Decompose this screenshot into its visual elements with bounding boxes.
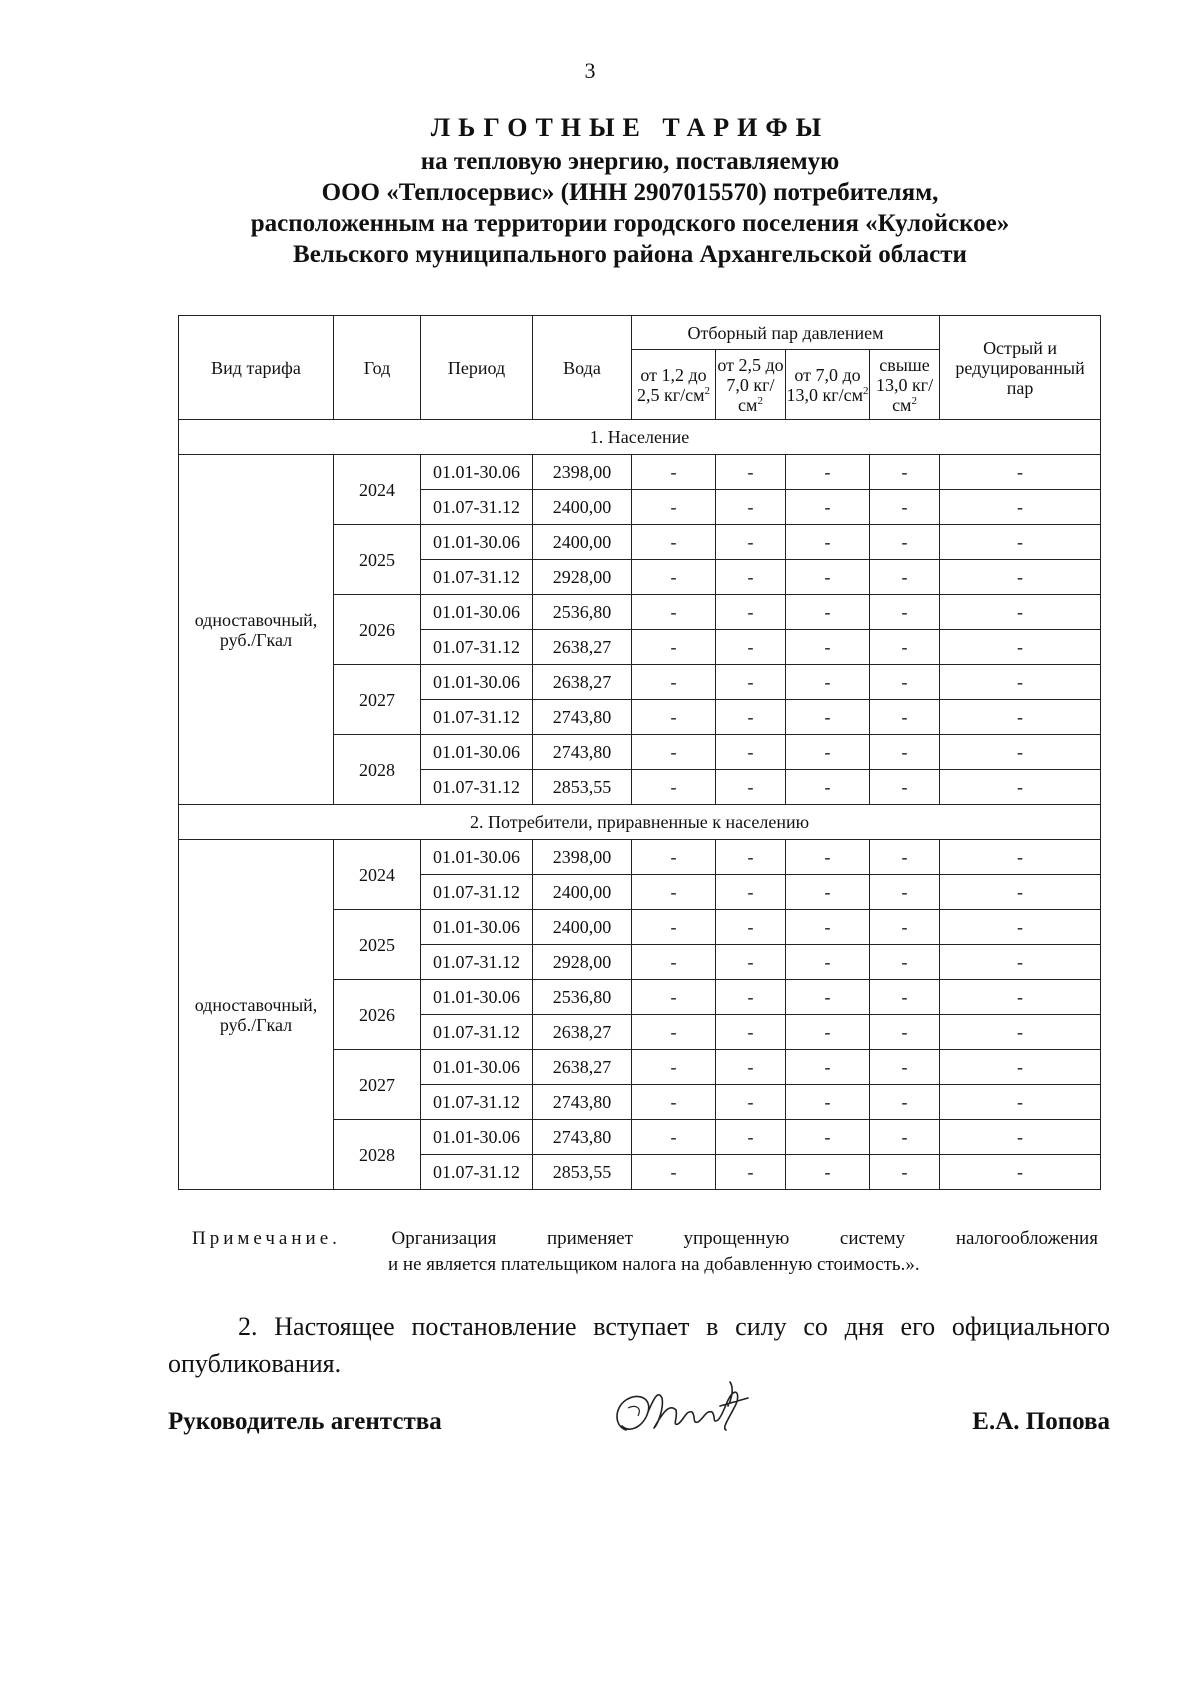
empty-dash-cell: - [716,945,786,980]
empty-dash-cell: - [870,595,940,630]
empty-dash-cell: - [940,1050,1101,1085]
empty-dash-cell: - [716,560,786,595]
empty-dash-cell: - [870,630,940,665]
empty-dash-cell: - [632,910,716,945]
table-row [179,455,1101,490]
empty-dash-cell: - [870,455,940,490]
empty-dash-cell: - [940,525,1101,560]
year-cell: 2027 [334,665,421,735]
tariff-type-cell: одноставочный, руб./Гкал [179,455,334,805]
tariff-type-cell: одноставочный, руб./Гкал [179,840,334,1190]
empty-dash-cell: - [632,945,716,980]
empty-dash-cell: - [786,910,870,945]
empty-dash-cell: - [786,1120,870,1155]
empty-dash-cell: - [786,1155,870,1190]
note-word: налогообложения [955,1228,1098,1249]
empty-dash-cell: - [716,840,786,875]
empty-dash-cell: - [786,525,870,560]
water-value-cell: 2400,00 [533,525,632,560]
empty-dash-cell: - [632,770,716,805]
document-title: ЛЬГОТНЫЕ ТАРИФЫ [430,113,830,142]
period-cell: 01.01-30.06 [421,840,533,875]
empty-dash-cell: - [940,1015,1101,1050]
water-value-cell: 2400,00 [533,875,632,910]
empty-dash-cell: - [632,700,716,735]
empty-dash-cell: - [786,875,870,910]
empty-dash-cell: - [940,490,1101,525]
empty-dash-cell: - [716,1015,786,1050]
water-value-cell: 2928,00 [533,945,632,980]
period-cell: 01.07-31.12 [421,560,533,595]
period-cell: 01.07-31.12 [421,700,533,735]
empty-dash-cell: - [940,630,1101,665]
water-value-cell: 2853,55 [533,1155,632,1190]
water-value-cell: 2743,80 [533,700,632,735]
empty-dash-cell: - [940,700,1101,735]
empty-dash-cell: - [940,875,1101,910]
empty-dash-cell: - [870,840,940,875]
empty-dash-cell: - [716,1050,786,1085]
water-value-cell: 2638,27 [533,1015,632,1050]
period-cell: 01.01-30.06 [421,525,533,560]
page-number: 3 [584,58,596,83]
empty-dash-cell: - [870,1015,940,1050]
period-cell: 01.01-30.06 [421,1120,533,1155]
empty-dash-cell: - [870,980,940,1015]
year-cell: 2026 [334,980,421,1050]
empty-dash-cell: - [786,1085,870,1120]
empty-dash-cell: - [716,1120,786,1155]
empty-dash-cell: - [940,980,1101,1015]
water-value-cell: 2638,27 [533,630,632,665]
header-water: Вода [533,316,632,420]
period-cell: 01.01-30.06 [421,735,533,770]
empty-dash-cell: - [632,560,716,595]
empty-dash-cell: - [940,910,1101,945]
empty-dash-cell: - [786,560,870,595]
empty-dash-cell: - [940,735,1101,770]
paragraph-2: 2. Настоящее постановление вступает в силу со дня его официального опубликования. [168,1312,1110,1378]
empty-dash-cell: - [870,525,940,560]
table-row [179,840,1101,875]
empty-dash-cell: - [716,455,786,490]
year-cell: 2028 [334,1120,421,1190]
header-steam-group: Отборный пар давлением [632,316,940,350]
signatory-position: Руководитель агентства [168,1408,442,1435]
empty-dash-cell: - [940,560,1101,595]
empty-dash-cell: - [786,630,870,665]
water-value-cell: 2398,00 [533,455,632,490]
note-word: применяет [546,1228,633,1249]
header-pressure-4: свыше 13,0 $кг/см^2$ [870,350,940,420]
empty-dash-cell: - [870,875,940,910]
empty-dash-cell: - [716,595,786,630]
empty-dash-cell: - [870,1120,940,1155]
period-cell: 01.07-31.12 [421,1085,533,1120]
signatory-name: Е.А. Попова [972,1408,1110,1435]
note-word: Организация [391,1228,497,1249]
empty-dash-cell: - [786,455,870,490]
header-pressure-2: от 2,5 до 7,0 $кг/см^2$ [716,350,786,420]
period-cell: 01.01-30.06 [421,980,533,1015]
empty-dash-cell: - [940,1085,1101,1120]
header-period: Период [421,316,533,420]
empty-dash-cell: - [786,665,870,700]
empty-dash-cell: - [940,770,1101,805]
header-tariff-type: Вид тарифа [179,316,334,420]
empty-dash-cell: - [716,1155,786,1190]
empty-dash-cell: - [870,1085,940,1120]
empty-dash-cell: - [716,770,786,805]
empty-dash-cell: - [716,490,786,525]
empty-dash-cell: - [716,525,786,560]
empty-dash-cell: - [870,945,940,980]
year-cell: 2025 [334,910,421,980]
empty-dash-cell: - [940,595,1101,630]
handwritten-signature [608,1368,758,1453]
empty-dash-cell: - [870,490,940,525]
header-sharp-steam: Острый и редуцированный пар [940,316,1101,420]
section-header-row [179,805,1101,840]
period-cell: 01.07-31.12 [421,1015,533,1050]
empty-dash-cell: - [632,490,716,525]
empty-dash-cell: - [716,700,786,735]
empty-dash-cell: - [786,840,870,875]
empty-dash-cell: - [786,980,870,1015]
year-cell: 2028 [334,735,421,805]
empty-dash-cell: - [632,630,716,665]
empty-dash-cell: - [632,840,716,875]
period-cell: 01.07-31.12 [421,875,533,910]
note [192,1226,1098,1278]
empty-dash-cell: - [632,525,716,560]
period-cell: 01.07-31.12 [421,770,533,805]
year-cell: 2026 [334,595,421,665]
water-value-cell: 2853,55 [533,770,632,805]
header-pressure-1: от 1,2 до 2,5 $кг/см^2$ [632,350,716,420]
empty-dash-cell: - [940,1155,1101,1190]
note-label: Примечание. [192,1228,341,1249]
water-value-cell: 2400,00 [533,490,632,525]
note-line-2: и не является плательщиком налога на добавленную стоимость.». [388,1254,920,1275]
empty-dash-cell: - [716,875,786,910]
water-value-cell: 2638,27 [533,665,632,700]
section-header-row [179,420,1101,455]
empty-dash-cell: - [716,735,786,770]
empty-dash-cell: - [632,1050,716,1085]
title-line-2: на тепловую энергию, поставляемую [420,148,840,175]
empty-dash-cell: - [786,595,870,630]
empty-dash-cell: - [786,700,870,735]
empty-dash-cell: - [940,665,1101,700]
empty-dash-cell: - [870,1050,940,1085]
period-cell: 01.01-30.06 [421,1050,533,1085]
empty-dash-cell: - [716,1085,786,1120]
empty-dash-cell: - [940,945,1101,980]
empty-dash-cell: - [786,735,870,770]
empty-dash-cell: - [786,490,870,525]
year-cell: 2027 [334,1050,421,1120]
empty-dash-cell: - [870,560,940,595]
empty-dash-cell: - [632,875,716,910]
period-cell: 01.07-31.12 [421,1155,533,1190]
water-value-cell: 2638,27 [533,1050,632,1085]
empty-dash-cell: - [870,770,940,805]
empty-dash-cell: - [870,910,940,945]
empty-dash-cell: - [786,945,870,980]
empty-dash-cell: - [786,770,870,805]
empty-dash-cell: - [632,595,716,630]
water-value-cell: 2536,80 [533,980,632,1015]
empty-dash-cell: - [632,1015,716,1050]
empty-dash-cell: - [632,1120,716,1155]
year-cell: 2024 [334,840,421,910]
water-value-cell: 2400,00 [533,910,632,945]
empty-dash-cell: - [632,1155,716,1190]
empty-dash-cell: - [716,910,786,945]
note-line-1 [192,1226,1098,1252]
empty-dash-cell: - [786,1050,870,1085]
header-year: Год [334,316,421,420]
empty-dash-cell: - [786,1015,870,1050]
period-cell: 01.01-30.06 [421,910,533,945]
header-pressure-3: от 7,0 до 13,0 $кг/см^2$ [786,350,870,420]
water-value-cell: 2743,80 [533,1085,632,1120]
period-cell: 01.07-31.12 [421,490,533,525]
period-cell: 01.01-30.06 [421,595,533,630]
empty-dash-cell: - [870,735,940,770]
section-title: 1. Население [179,420,1101,455]
period-cell: 01.01-30.06 [421,455,533,490]
section-title: 2. Потребители, приравненные к населению [179,805,1101,840]
empty-dash-cell: - [716,980,786,1015]
water-value-cell: 2743,80 [533,1120,632,1155]
empty-dash-cell: - [940,1120,1101,1155]
year-cell: 2025 [334,525,421,595]
empty-dash-cell: - [940,455,1101,490]
title-line-4: расположенным на территории городского поселения «Кулойское» [250,210,1010,237]
empty-dash-cell: - [632,980,716,1015]
empty-dash-cell: - [940,840,1101,875]
empty-dash-cell: - [716,665,786,700]
year-cell: 2024 [334,455,421,525]
empty-dash-cell: - [716,630,786,665]
empty-dash-cell: - [632,665,716,700]
water-value-cell: 2536,80 [533,595,632,630]
water-value-cell: 2743,80 [533,735,632,770]
empty-dash-cell: - [632,455,716,490]
empty-dash-cell: - [632,735,716,770]
water-value-cell: 2398,00 [533,840,632,875]
empty-dash-cell: - [870,700,940,735]
empty-dash-cell: - [632,1085,716,1120]
note-word: упрощенную [683,1228,790,1249]
tariff-table [178,315,1101,1190]
note-word: систему [839,1228,906,1249]
period-cell: 01.01-30.06 [421,665,533,700]
empty-dash-cell: - [870,1155,940,1190]
title-line-3: ООО «Теплосервис» (ИНН 2907015570) потребителям, [321,179,939,206]
empty-dash-cell: - [870,665,940,700]
title-line-5: Вельского муниципального района Архангельской области [293,241,967,268]
period-cell: 01.07-31.12 [421,945,533,980]
period-cell: 01.07-31.12 [421,630,533,665]
water-value-cell: 2928,00 [533,560,632,595]
